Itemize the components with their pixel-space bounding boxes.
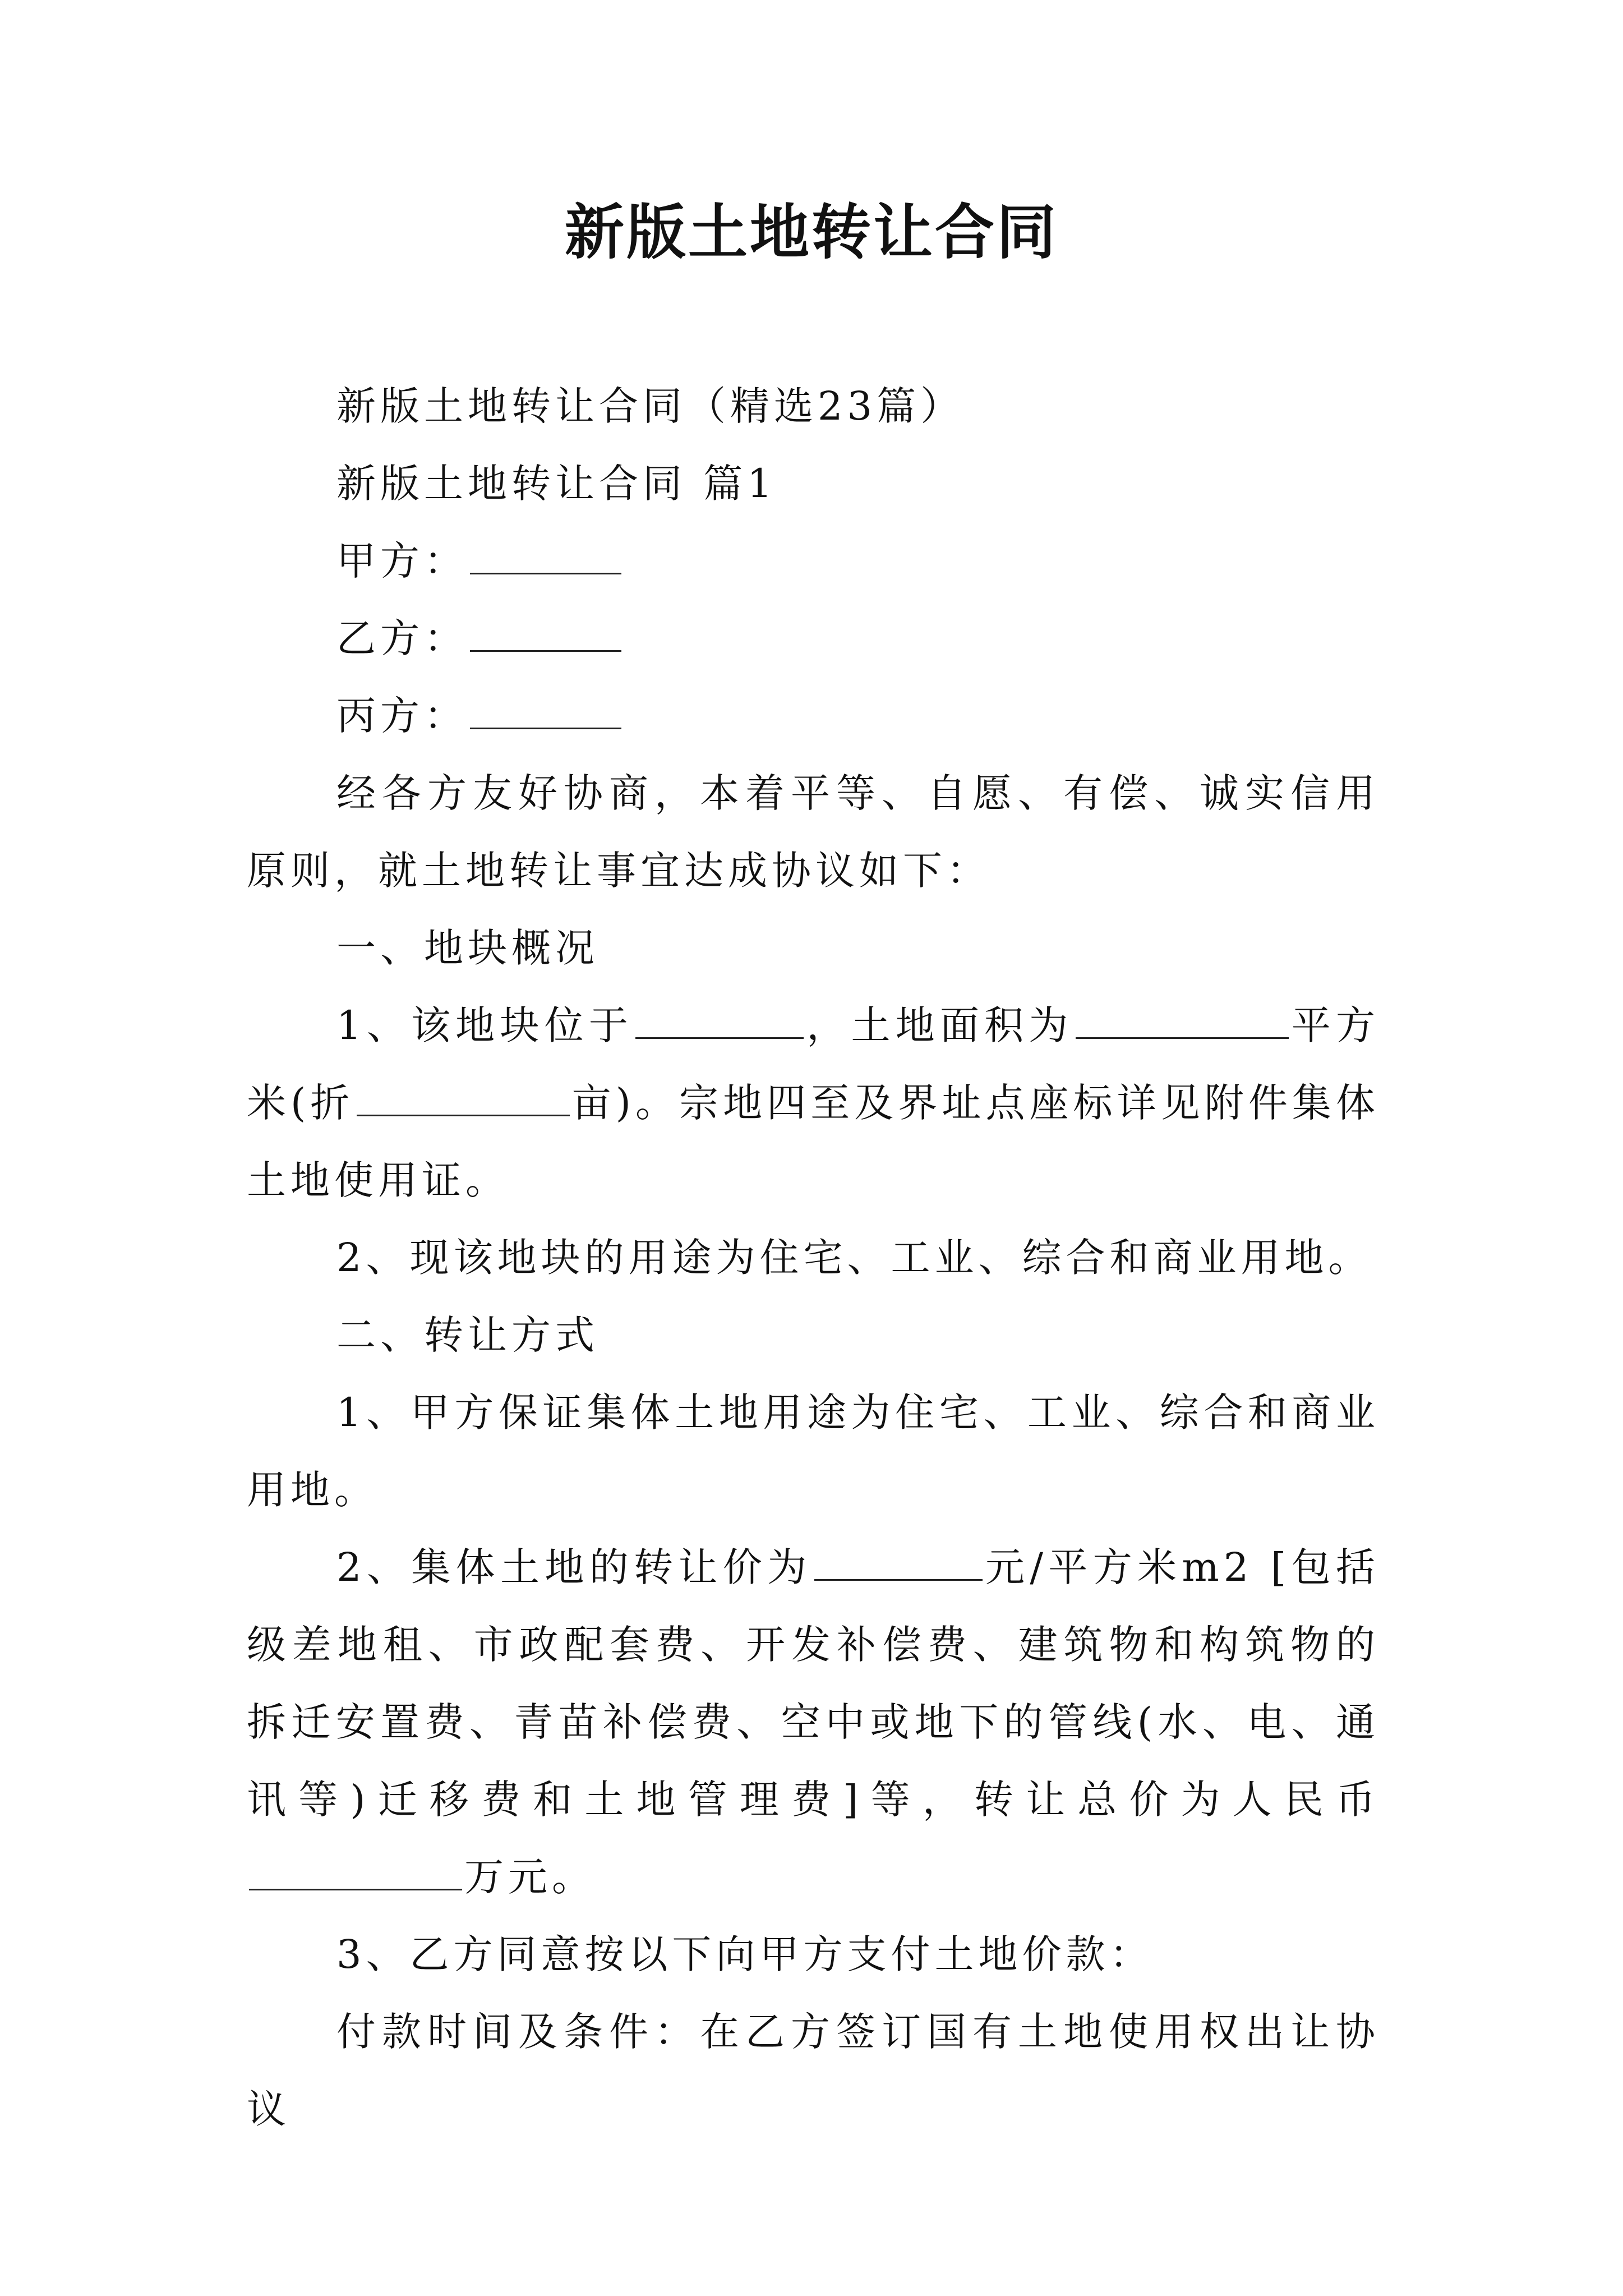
paragraph-section-heading: 新版土地转让合同 篇1 (336, 461, 777, 507)
text-segment: ，土地面积为 (806, 1002, 1073, 1048)
text-segment: 元/平方米m2 [包括级差地租、市政配套费、开发补偿费、建筑物和构筑物的拆迁安置费、青苗补偿费、空中或地下的管线(水、电、通讯等)迁移费和土地管理费]等，转让总价为人民币 (247, 1544, 1380, 1823)
paragraph-payment-terms: 付款时间及条件：在乙方签订国有土地使用权出让协议 (247, 2009, 1380, 2132)
party-c-line (247, 677, 1380, 754)
paragraph-payment: 3、乙方同意按以下向甲方支付土地价款： (336, 1931, 1154, 1977)
unit-price-blank (814, 1579, 983, 1581)
area-blank (1076, 1037, 1289, 1039)
text-segment: 亩)。宗地四至及界址点座标详见附件集体土地使用证。 (247, 1080, 1380, 1203)
text-segment: 平方米(折 (247, 1002, 1380, 1126)
party-b-blank (470, 650, 621, 652)
paragraph-land-use: 2、现该地块的用途为住宅、工业、综合和商业用地。 (336, 1235, 1372, 1281)
party-c-label: 丙方： (336, 693, 468, 739)
paragraph-price (247, 1529, 1380, 1916)
location-blank (635, 1037, 804, 1039)
party-a-line (247, 522, 1380, 600)
party-a-label: 甲方： (336, 538, 468, 584)
heading-land-overview: 一、地块概况 (336, 925, 599, 971)
paragraph-preamble: 经各方友好协商，本着平等、自愿、有偿、诚实信用原则，就土地转让事宜达成协议如下： (247, 770, 1380, 894)
party-a-blank (470, 572, 621, 574)
party-b-label: 乙方： (336, 615, 468, 661)
mu-blank (357, 1114, 570, 1116)
heading-transfer-method: 二、转让方式 (336, 1312, 599, 1358)
paragraph-guarantee: 1、甲方保证集体土地用途为住宅、工业、综合和商业用地。 (247, 1389, 1380, 1513)
text-segment: 2、集体土地的转让价为 (336, 1544, 812, 1590)
text-segment: 万元。 (464, 1854, 596, 1900)
party-c-blank (470, 727, 621, 729)
party-b-line (247, 600, 1380, 677)
document-body (247, 367, 1380, 2148)
text-segment: 1、该地块位于 (336, 1002, 634, 1048)
total-price-blank (249, 1888, 462, 1890)
paragraph-subtitle: 新版土地转让合同（精选23篇） (336, 383, 965, 429)
paragraph-land-location (247, 987, 1380, 1219)
document-title: 新版土地转让合同 (565, 197, 1058, 267)
